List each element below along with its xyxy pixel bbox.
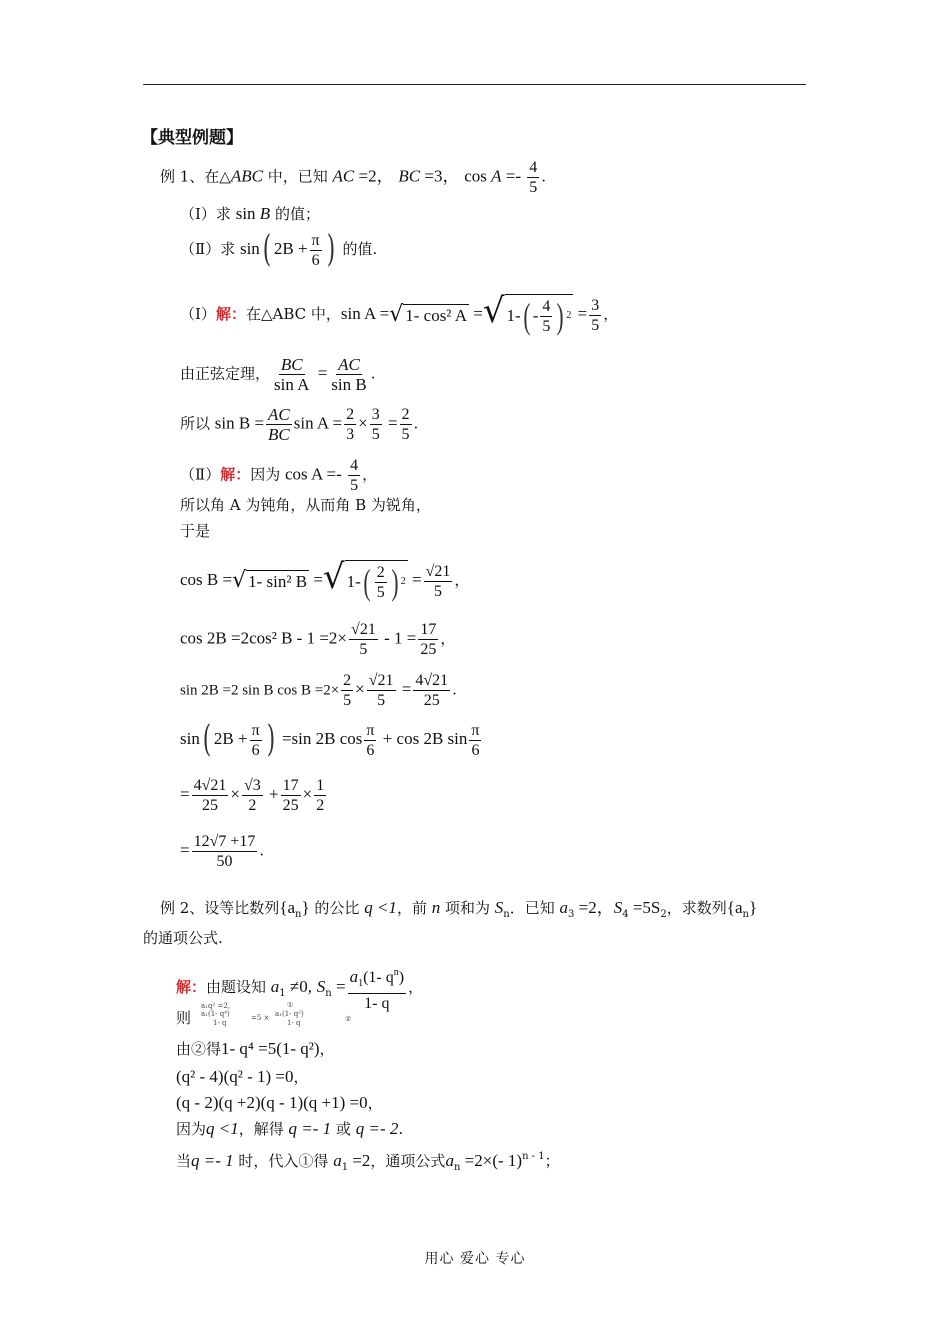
header-rule xyxy=(143,84,806,85)
ex2-solution: 解：由题设知 $a_1 \ne 0$, $S_n$ = $\frac{a_1(1- q^n)}{1- q}$ ， xyxy=(176,963,423,1013)
ex2-statement-cont: 的通项公式. xyxy=(143,929,223,947)
ex1-solution-1: （Ⅰ）解：在△ABC 中，sin A = √ 1- cos² A = √ 1- ( - $\frac{4}{5}$ ) 2 = $\frac{3}{5}$ ， xyxy=(180,291,619,336)
ex1-statement: 例 1、在△ABC 中，已知 AC =2， BC =3， cos A =- $\frac{4}{5}$ . xyxy=(160,159,547,196)
ex1-step-3: = $\frac{12√7 +17}{50}$ . xyxy=(180,833,265,870)
page-footer: 用心 爱心 专心 xyxy=(424,1251,526,1267)
ex1-step-2: = $\frac{4√21}{25}$ × $\frac{√3}{2}$ + $\frac{17}{25}$ × $\frac{1}{2}$ xyxy=(180,777,325,814)
fraction: $\frac{4}{5}$ xyxy=(529,159,538,196)
ex2-factor-2: (q - 2)(q +2)(q - 1)(q +1) =0， xyxy=(176,1093,383,1112)
solution-label: 解： xyxy=(215,305,246,323)
ex1-question-1: （Ⅰ）求 sin B 的值； xyxy=(180,204,320,223)
ex2-statement: 例 2、设等比数列$\{a_n\}$ 的公比 q <1，前 n 项和为 $S_n$．已知 $a_3 =2$，$S_4 =5S_2$，求数列$\{a_n\}$ xyxy=(160,898,758,920)
ex2-because: 因为q <1，解得 q =- 1 或 q =- 2. xyxy=(176,1119,404,1138)
ex2-factor-1: (q² - 4)(q² - 1) =0， xyxy=(176,1067,309,1086)
ex1-question-2: （Ⅱ）求 sin( 2B + $\frac{\pi}{6}$ ) 的值. xyxy=(180,229,378,270)
ex1-obtuse: 所以角 A 为钝角，从而角 B 为锐角， xyxy=(180,496,431,514)
ex2-from2: 由②得1- q⁴ =5(1- q²)， xyxy=(176,1039,335,1058)
ex1-sine-law: 由正弦定理， $\frac{BC}{\text{sin A}}$ = $\frac{AC}{\text{sin B}}$ . xyxy=(180,355,376,394)
solution-label: 解： xyxy=(176,978,207,996)
ex1-expansion: sin( 2B + $\frac{\pi}{6}$ ) =sin 2B cos $\frac{\pi}{6}$ + cos 2B sin $\frac{\pi}{6}$ xyxy=(180,719,480,760)
section-heading: 【典型例题】 xyxy=(141,128,243,148)
ex1-thus: 于是 xyxy=(180,522,211,540)
tiny-system: a₁q² =2, a₁(1- q⁴) 1- q =5 × a₁(1- q²) 1- q ① ② xyxy=(201,1001,352,1027)
ex2-when: 当q =- 1 时，代入①得 $a_1 =2$，通项公式$a_n =2\times(-$ 1)$^{n - 1}$； xyxy=(176,1151,560,1173)
ex1-sin2B: sin 2B =2 sin B cos B =2× $\frac{2}{5}$ × $\frac{√21}{5}$ = $\frac{4√21}{25}$ . xyxy=(180,672,457,709)
sqrt: √ 1- ( - $\frac{4}{5}$ ) 2 xyxy=(482,291,572,336)
ex1-so-sinB: 所以 sin B = $\frac{AC}{BC}$ sin A = $\frac{2}{3}$ × $\frac{3}{5}$ = $\frac{2}{5}$ . xyxy=(180,405,419,444)
ex1-solution-2: （Ⅱ）解：因为 cos A =- $\frac{4}{5}$ ， xyxy=(180,457,378,494)
ex2-then: 则 xyxy=(176,1009,192,1027)
sqrt: √ 1- cos² A xyxy=(389,302,467,327)
ex1-cos2B: cos 2B =2cos² B - 1 =2× $\frac{√21}{5}$ - 1 = $\frac{17}{25}$ ， xyxy=(180,621,456,658)
ex1-cosB: cos B = √ 1- sin² B = √ 1- ( $\frac{2}{5}$ ) 2 = $\frac{√21}{5}$ ， xyxy=(180,557,470,602)
solution-label: 解： xyxy=(220,465,251,484)
